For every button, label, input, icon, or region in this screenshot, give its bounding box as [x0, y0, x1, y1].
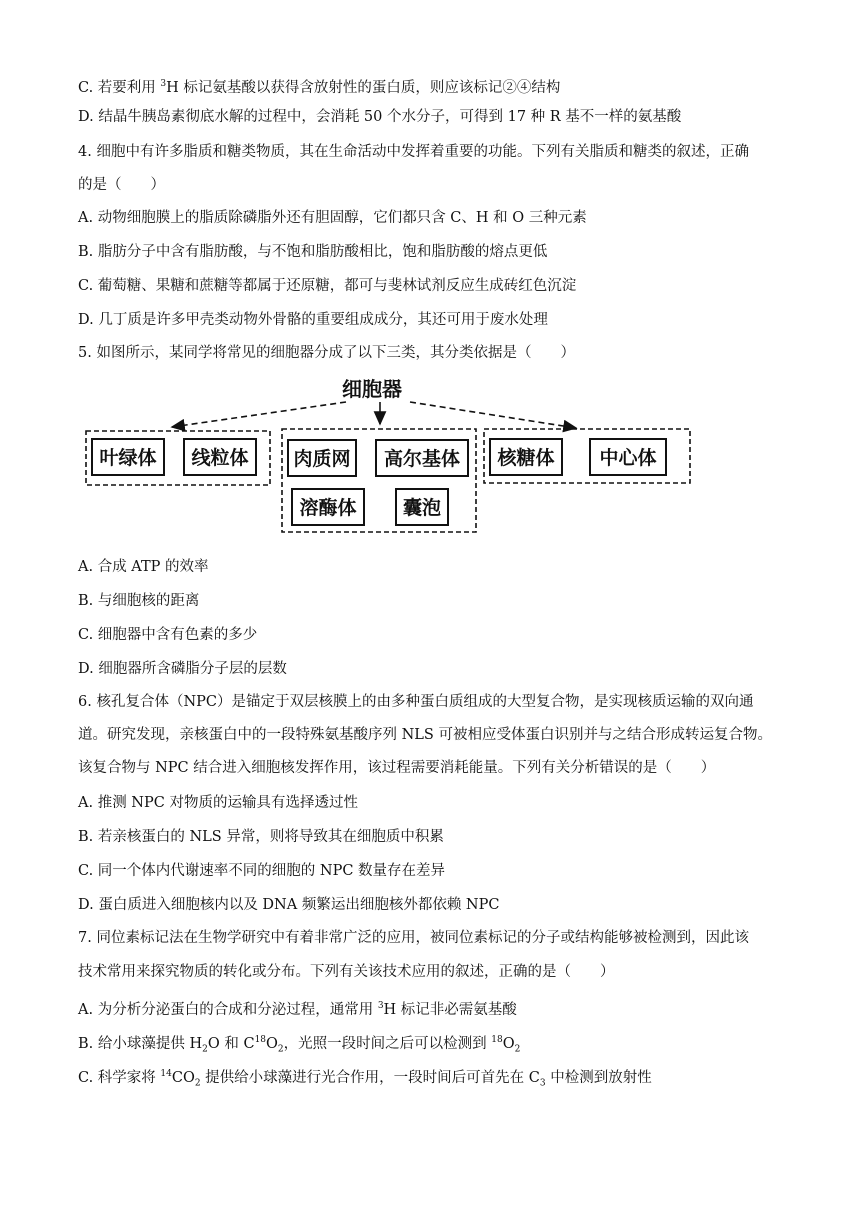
- option-d-q3: D. 结晶牛胰岛素彻底水解的过程中，会消耗 50 个水分子，可得到 17 种 R 基不一样的氨基酸: [78, 109, 682, 125]
- option-c-q6: C. 同一个体内代谢速率不同的细胞的 NPC 数量存在差异: [78, 863, 446, 879]
- question-7-stem: 7. 同位素标记法在生物学研究中有着非常广泛的应用，被同位素标记的分子或结构能够被检测到，因此该: [78, 930, 749, 946]
- option-c-q5: C. 细胞器中含有色素的多少: [78, 627, 258, 643]
- option-a-q5: A. 合成 ATP 的效率: [78, 559, 209, 575]
- organelle-label: 叶绿体: [99, 447, 157, 469]
- arrow-right: [410, 402, 576, 428]
- option-d-q5: D. 细胞器所含磷脂分子层的层数: [78, 661, 287, 677]
- question-4-stem-cont: 的是（ ）: [78, 177, 165, 193]
- question-6-stem-cont2: 该复合物与 NPC 结合进入细胞核发挥作用，该过程需要消耗能量。下列有关分析错误的是（ ）: [78, 760, 716, 776]
- organelle-label: 线粒体: [191, 447, 249, 469]
- question-4-stem: 4. 细胞中有许多脂质和糖类物质，其在生命活动中发挥着重要的功能。下列有关脂质和糖类的叙述，正确: [78, 144, 749, 160]
- organelle-label: 高尔基体: [383, 448, 461, 470]
- organelle-label: 中心体: [599, 447, 657, 469]
- question-5-stem: 5. 如图所示，某同学将常见的细胞器分成了以下三类，其分类依据是（ ）: [78, 345, 575, 361]
- organelle-classification-diagram: [0, 372, 860, 542]
- option-a-q4: A. 动物细胞膜上的脂质除磷脂外还有胆固醇，它们都只含 C、H 和 O 三种元素: [78, 210, 587, 226]
- option-a-q7: A. 为分析分泌蛋白的合成和分泌过程，通常用 $^3$H 标记非必需氨基酸: [78, 1001, 517, 1018]
- option-c-q7: C. 科学家将 $^{14}CO_2$ 提供给小球藻进行光合作用，一段时间后可首先在 $C_3$ 中检测到放射性: [78, 1069, 652, 1089]
- question-6-stem: 6. 核孔复合体（NPC）是锚定于双层核膜上的由多种蛋白质组成的大型复合物，是实现核质运输的双向通: [78, 694, 754, 710]
- question-7-stem-cont: 技术常用来探究物质的转化或分布。下列有关该技术应用的叙述，正确的是（ ）: [78, 964, 615, 980]
- organelle-label: 溶酶体: [299, 497, 357, 519]
- option-d-q4: D. 几丁质是许多甲壳类动物外骨骼的重要组成成分，其还可用于废水处理: [78, 312, 548, 328]
- option-c-q4: C. 葡萄糖、果糖和蔗糖等都属于还原糖，都可与斐林试剂反应生成砖红色沉淀: [78, 278, 577, 294]
- diagram-title: 细胞器: [342, 377, 402, 401]
- organelle-label: 囊泡: [402, 497, 442, 519]
- organelle-label: 核糖体: [497, 447, 555, 469]
- option-c-q3: C. 若要利用 $^3$H 标记氨基酸以获得含放射性的蛋白质，则应该标记②④结构: [78, 79, 561, 96]
- option-a-q6: A. 推测 NPC 对物质的运输具有选择透过性: [78, 795, 358, 811]
- option-b-q6: B. 若亲核蛋白的 NLS 异常，则将导致其在细胞质中积累: [78, 829, 444, 845]
- option-b-q7: B. 给小球藻提供 $H_2O$ 和 $C^{18}O_2$，光照一段时间之后可以检测到 $^{18}O_2$: [78, 1035, 521, 1055]
- organelle-label: 肉质网: [293, 448, 351, 470]
- option-b-q4: B. 脂肪分子中含有脂肪酸，与不饱和脂肪酸相比，饱和脂肪酸的熔点更低: [78, 244, 548, 260]
- question-6-stem-cont1: 道。研究发现，亲核蛋白中的一段特殊氨基酸序列 NLS 可被相应受体蛋白识别并与之结合形成转运复合物。: [78, 727, 772, 743]
- arrow-left: [172, 402, 346, 427]
- option-b-q5: B. 与细胞核的距离: [78, 593, 200, 609]
- option-d-q6: D. 蛋白质进入细胞核内以及 DNA 频繁运出细胞核外都依赖 NPC: [78, 897, 500, 913]
